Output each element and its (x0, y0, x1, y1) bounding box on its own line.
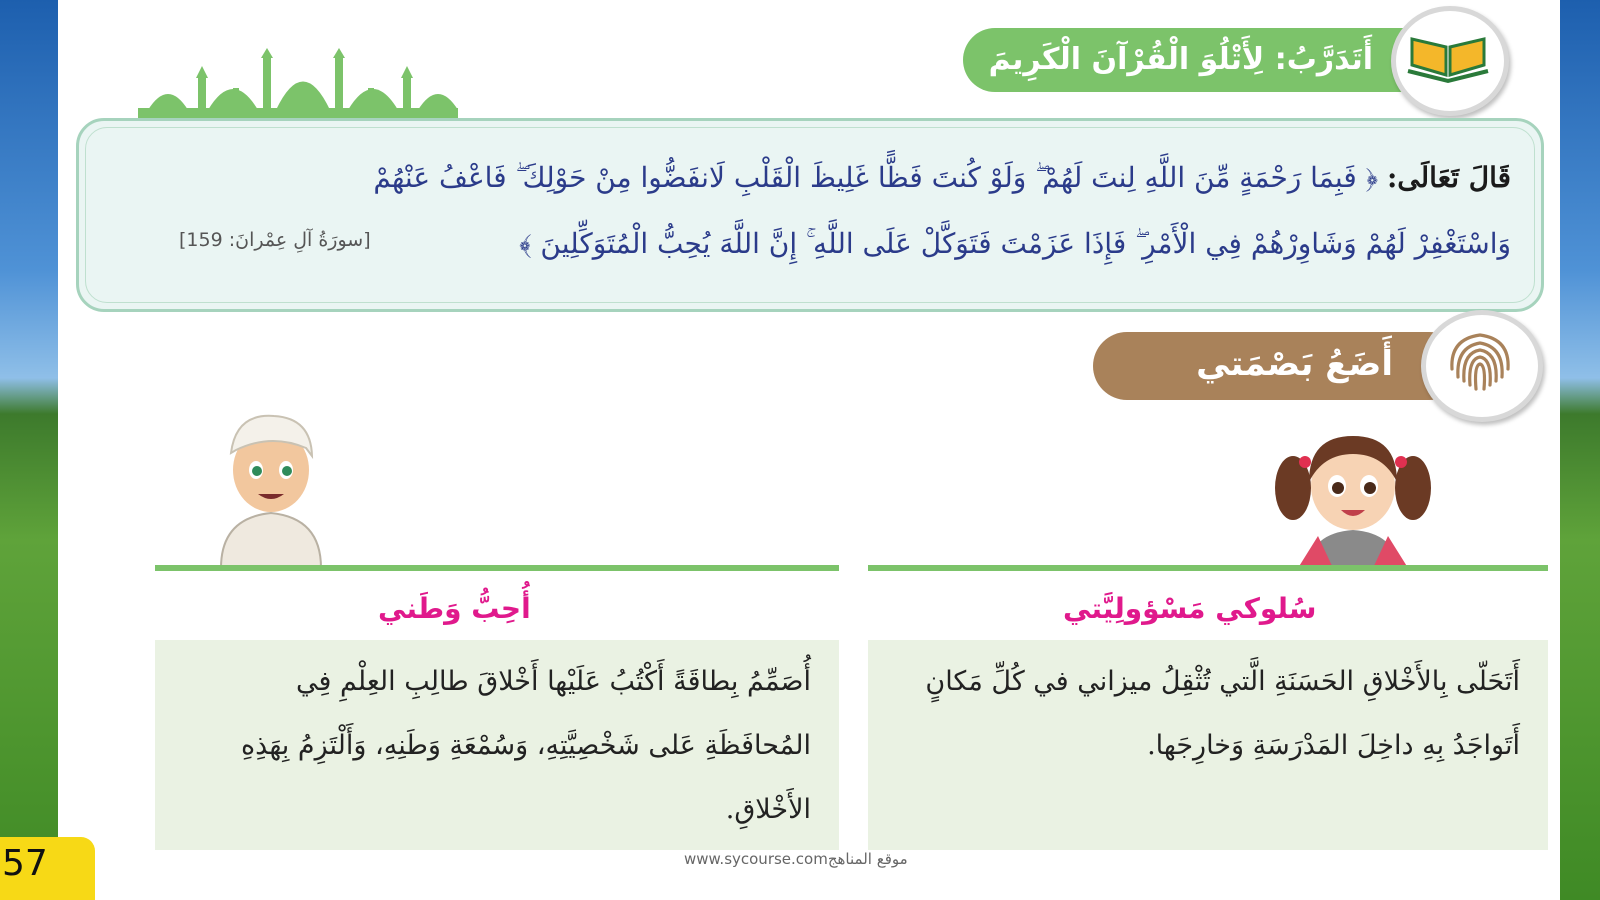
girl-illustration-icon (1263, 418, 1443, 568)
verse-text-1: ﴿ فَبِمَا رَحْمَةٍ مِّنَ اللَّهِ لِنتَ لَهُمْ ۖ وَلَوْ كُنتَ فَظًّا غَلِيظَ الْقَلْبِ لَانفَضُّوا مِنْ حَوْلِكَ ۖ فَاعْفُ عَنْهُمْ (373, 161, 1379, 194)
section-heading-my-behavior: سُلوكي مَسْؤولِيَّتي (1063, 592, 1317, 625)
verse-intro: قَالَ تَعَالَى: (1386, 161, 1511, 194)
shelf-divider (155, 565, 839, 571)
site-footer: www.sycourse.comموقع المناهج (684, 850, 908, 868)
section-heading-love-country: أُحِبُّ وَطَني (378, 592, 531, 625)
textbook-page (58, 0, 1560, 900)
verse-reference: [سورَةُ آلِ عِمْرانَ: 159] (179, 229, 371, 251)
fingerprint-icon (1428, 317, 1532, 411)
page-number-value: 57 (2, 843, 48, 884)
verse-text-2: وَاسْتَغْفِرْ لَهُمْ وَشَاوِرْهُمْ فِي الْأَمْرِ ۖ فَإِذَا عَزَمْتَ فَتَوَكَّلْ عَلَى اللَّهِ ۚ إِنَّ اللَّهَ يُحِبُّ الْمُتَوَكِّلِينَ ﴾ (519, 227, 1511, 260)
verse-line-2 (519, 227, 1511, 261)
mosque-silhouette-icon (138, 48, 458, 123)
verse-line-1 (373, 161, 1511, 195)
page-number (0, 837, 95, 900)
fingerprint-header (1093, 332, 1463, 400)
activity-card-left (155, 640, 839, 850)
background-left (0, 0, 58, 900)
activity-card-right (868, 640, 1548, 850)
shelf-divider (868, 565, 1548, 571)
background-right (1560, 0, 1600, 900)
quran-badge (1391, 6, 1509, 116)
boy-illustration-icon (206, 408, 336, 568)
fingerprint-badge (1421, 310, 1543, 422)
practice-title: أَتَدَرَّبُ: لِأَتْلُوَ الْقُرْآنَ الْكَرِيمَ (988, 42, 1373, 77)
open-book-icon (1398, 13, 1498, 105)
practice-header (963, 28, 1443, 92)
activity-text-left: أُصَمِّمُ بِطاقَةً أَكْتُبُ عَلَيْها أَخْلاقَ طالِبِ العِلْمِ فِي المُحافَظَةِ عَلى شَخْصِيَّتِهِ، وَسُمْعَةِ وَطَنِهِ، وَأَلْتَزِمُ بِهَذِهِ الأَخْلاقِ. (241, 666, 811, 825)
activity-text-right: أَتَحَلّى بِالأَخْلاقِ الحَسَنَةِ الَّتي تُثْقِلُ ميزاني في كُلِّ مَكانٍ أَتَواجَدُ بِهِ داخِلَ المَدْرَسَةِ وَخارِجَها. (925, 666, 1520, 761)
fingerprint-title: أَضَعُ بَصْمَتي (1196, 344, 1393, 384)
quran-verse-box (76, 118, 1544, 312)
